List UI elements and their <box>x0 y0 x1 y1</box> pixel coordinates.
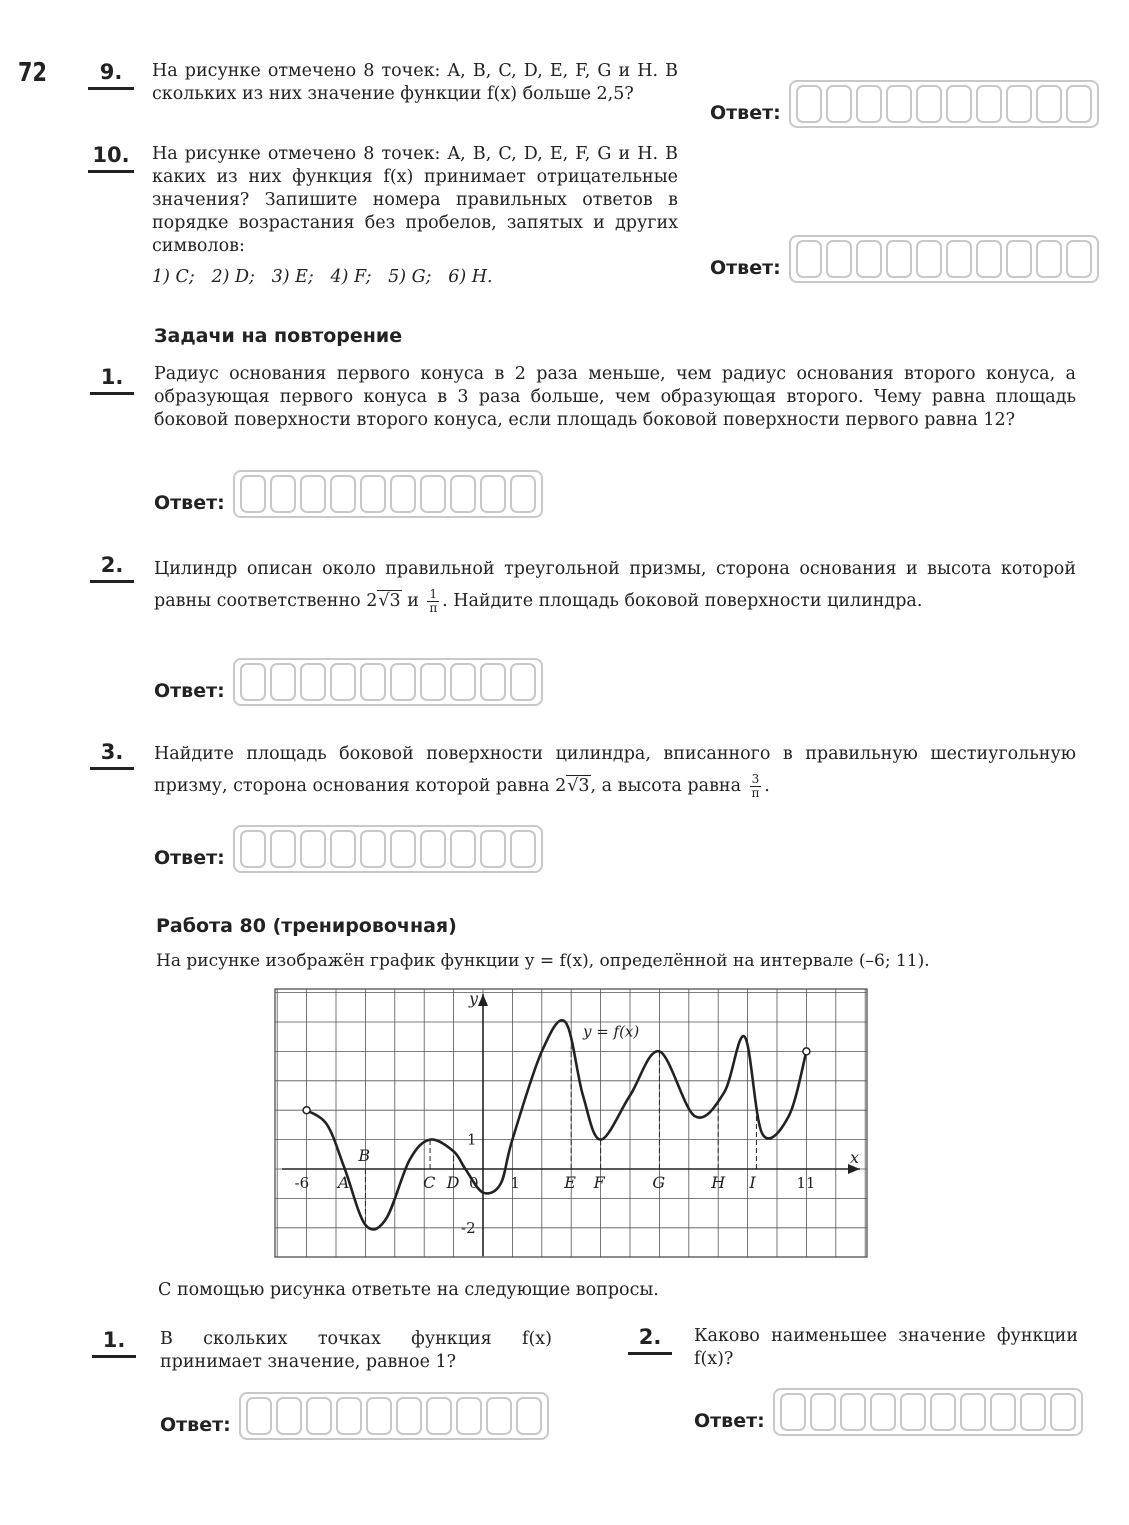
answer-label: Ответ: <box>160 1414 231 1436</box>
review-2-answer <box>154 658 543 706</box>
answer-boxes[interactable] <box>233 658 543 706</box>
y-tick-label: 1 <box>467 1130 477 1149</box>
review-1-answer <box>154 470 543 518</box>
work-intro: На рисунке изображён график функции y = f(x), определённой на интервале (–6; 11). <box>156 951 930 971</box>
point-label-i: I <box>749 1173 756 1192</box>
answer-label: Ответ: <box>154 847 225 869</box>
point-label-e: E <box>564 1173 576 1192</box>
task-9-number: 9. <box>88 60 134 90</box>
review-1-text: Радиус основания первого конуса в 2 раза меньше, чем радиус основания второго конуса, а образующая первого конуса в 3 раза больше, чем образующая второго. Чему равна площадь боковой поверхности второго конуса, если площадь боковой поверхности первого равна 12? <box>154 364 1076 430</box>
answer-boxes[interactable] <box>233 470 543 518</box>
fraction: $\frac{3}{\pi}$ <box>751 772 760 800</box>
answer-label: Ответ: <box>694 1410 765 1432</box>
task-10-text: На рисунке отмечено 8 точек: A, B, C, D, E, F, G и H. В каких из них функция f(x) принимает отрицательные значения? Запишите номера правильных ответов в порядке возрастания без пробелов, запятых и других символов: <box>152 144 678 256</box>
x-axis-label: x <box>850 1148 860 1167</box>
task-9-answer <box>710 80 1099 128</box>
page-number: 72 <box>18 58 47 88</box>
answer-boxes[interactable] <box>789 80 1099 128</box>
open-endpoint-left <box>303 1107 310 1114</box>
x-tick-label: 11 <box>796 1174 816 1192</box>
origin-label: 0 <box>469 1174 479 1192</box>
x-tick-label: 1 <box>510 1174 520 1192</box>
work-heading: Работа 80 (тренировочная) <box>156 915 457 937</box>
chart-labels <box>295 989 859 1237</box>
answer-boxes[interactable] <box>233 825 543 873</box>
review-heading: Задачи на повторение <box>154 325 403 347</box>
answer-label: Ответ: <box>154 492 225 514</box>
question-2-text: Каково наименьшее значение функции f(x)? <box>694 1326 1078 1369</box>
point-label-c: C <box>423 1173 436 1192</box>
review-3-answer <box>154 825 543 873</box>
answer-boxes[interactable] <box>773 1388 1083 1436</box>
point-label-d: D <box>446 1173 460 1192</box>
review-2-text: Цилиндр описан около правильной треугольной призмы, сторона основания и высота которой равны соответственно 2√3 и $\frac{1}{\pi}$ . Найдите площадь боковой поверхности цилиндра. <box>154 559 1076 615</box>
open-endpoint-right <box>803 1048 810 1055</box>
fraction: $\frac{1}{\pi}$ <box>429 587 438 615</box>
task-9-text: На рисунке отмечено 8 точек: A, B, C, D, E, F, G и H. В скольких из них значение функции f(x) больше 2,5? <box>152 61 678 104</box>
review-3-text: Найдите площадь боковой поверхности цилиндра, вписанного в правильную шестиугольную призму, сторона основания которой равна 2√3, а высота равна $\frac{3}{\pi}$ . <box>154 744 1076 800</box>
review-2-number: 2. <box>90 553 134 583</box>
point-label-f: F <box>593 1173 605 1192</box>
answer-label: Ответ: <box>710 257 781 279</box>
point-label-h: H <box>711 1173 726 1192</box>
answer-boxes[interactable] <box>239 1392 549 1440</box>
question-1-number: 1. <box>92 1328 136 1358</box>
x-tick-label: -6 <box>294 1174 310 1192</box>
chart-grid <box>275 989 867 1257</box>
review-1-number: 1. <box>90 365 134 395</box>
task-10-number: 10. <box>88 143 134 173</box>
y-axis-label: y <box>469 989 479 1008</box>
function-graph <box>274 988 868 1258</box>
answer-label: Ответ: <box>710 102 781 124</box>
y-axis-arrow <box>478 994 488 1006</box>
answer-boxes[interactable] <box>789 235 1099 283</box>
point-label-a: A <box>337 1173 350 1192</box>
y-tick-label: -2 <box>461 1218 476 1237</box>
point-label-g: G <box>652 1173 666 1192</box>
point-label-b: B <box>358 1146 371 1165</box>
question-1-text: В скольких точках функция f(x) принимает значение, равное 1? <box>160 1329 552 1372</box>
question-2-answer <box>694 1388 1083 1436</box>
task-10-options: 1) C; 2) D; 3) E; 4) F; 5) G; 6) H. <box>152 267 493 287</box>
review-3-number: 3. <box>90 740 134 770</box>
question-2-number: 2. <box>628 1325 672 1355</box>
curve-title: y = f(x) <box>582 1022 640 1041</box>
question-1-answer <box>160 1392 549 1440</box>
work-prompt: С помощью рисунка ответьте на следующие вопросы. <box>158 1280 659 1300</box>
task-10-answer <box>710 235 1099 283</box>
answer-label: Ответ: <box>154 680 225 702</box>
